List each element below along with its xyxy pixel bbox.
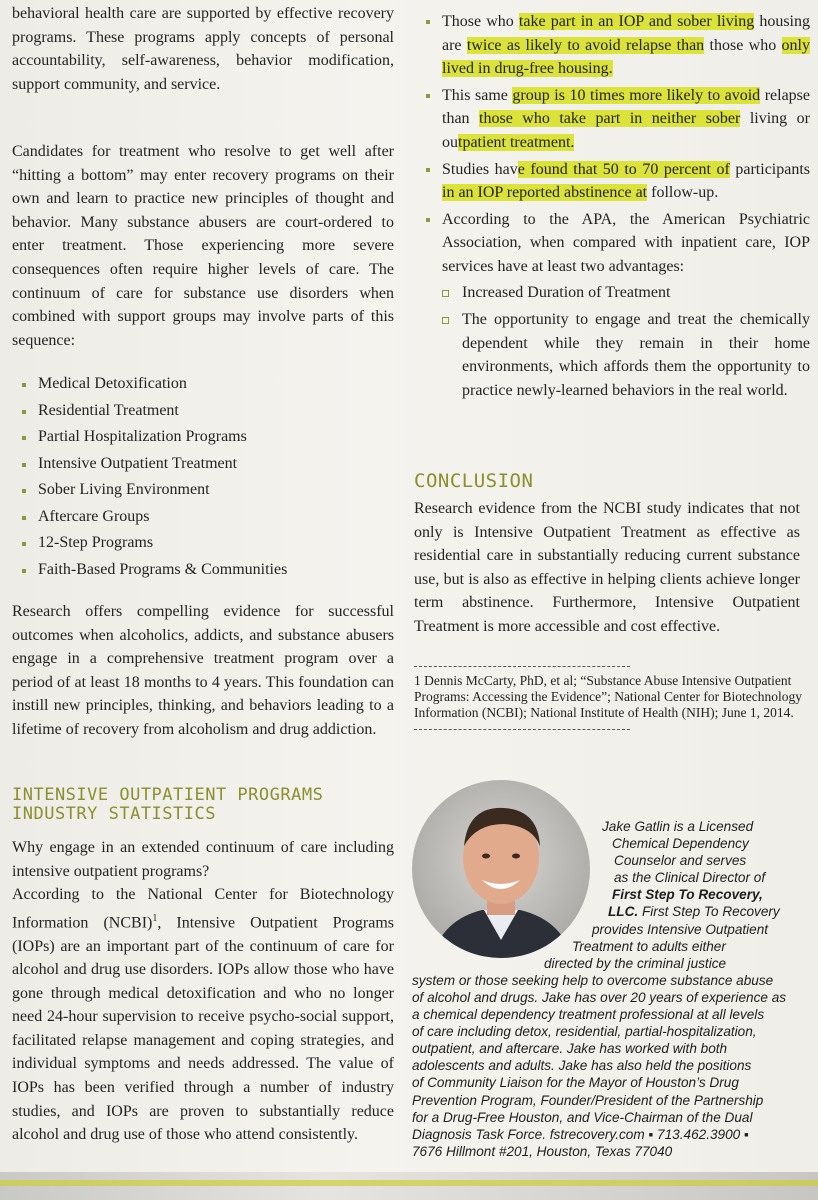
text: those who	[704, 36, 782, 54]
bio-line: Jake Gatlin is a Licensed	[602, 819, 754, 834]
ncbi-text-b: , Intensive Outpatient Programs (IOPs) are an important part of the continuum of care for alcohol and drug use disorders. IOPs allow those who have gone through medical detoxification and who no longer need 24-hour supervision to receive psycho-social support, facilitated relapse management and coping strategies, and individual symptoms and needs addressed. The value of IOPs has been verified through a number of industry studies, and IOPs are proven to substantially reduce alcohol and drug use of those who attend consistently.	[12, 913, 395, 1144]
list-item	[414, 158, 810, 205]
highlight: take part in an IOP and sober living	[518, 13, 755, 30]
care-sequence-list	[12, 371, 394, 583]
page-bottom-edge	[0, 1172, 818, 1200]
list-item: Faith-Based Programs & Communities	[12, 557, 394, 584]
conclusion-paragraph: Research evidence from the NCBI study indicates that not only is Intensive Outpatient Treatment as effective as residential care in substantially reducing current substance use, but is also as effective in helping clients achieve longer term abstinence. Furthermore, Intensive Outpatient Treatment is more accessible and cost effective.	[414, 500, 800, 635]
text: This same	[442, 86, 513, 104]
intro-paragraph: behavioral health care are supported by effective recovery programs. These programs apply concepts of personal accountability, self-awareness, behavior modification, support community, and service.	[12, 5, 394, 93]
iop-heading	[12, 786, 394, 824]
highlight: tpatient treatment.	[458, 133, 575, 151]
ncbi-text-a: According to the National Center for Biotechnology Information (NCBI)	[12, 886, 394, 931]
text: According to the APA, the American Psychiatric Association, when compared with inpatient care, IOP services have at least two advantages:	[442, 210, 810, 275]
bio-line: Treatment to adults either	[572, 938, 726, 954]
text: Studies hav	[442, 160, 518, 178]
advantages-list	[442, 281, 810, 403]
highlight: in an IOP reported abstinence at	[442, 184, 648, 202]
list-item: Partial Hospitalization Programs	[12, 424, 394, 451]
list-item: Residential Treatment	[12, 398, 394, 425]
bio-line: system or those seeking help to overcome substance abuse	[412, 972, 774, 988]
list-item: 12-Step Programs	[12, 530, 394, 557]
bio-line: Diagnosis Task Force. fstrecovery.com ▪ 713.462.3900 ▪	[412, 1126, 749, 1142]
bio-line: of alcohol and drugs. Jake has over 20 years of experience as	[412, 989, 787, 1005]
list-item	[414, 84, 810, 155]
bio-line: outpatient, and aftercare. Jake has worked with both	[412, 1041, 728, 1057]
list-item: Increased Duration of Treatment	[442, 281, 810, 305]
candidates-paragraph: Candidates for treatment who resolve to get well after “hitting a bottom” may enter recovery programs on their own and learn to practice new principles of thought and behavior. Many substance abusers are court-ordered to enter treatment. Those experiencing more severe consequences often require higher levels of care. The continuum of care for substance use disorders when combined with support groups may involve parts of this sequence:	[12, 143, 394, 349]
text: housing are	[442, 13, 811, 54]
footnote-ref: 1	[152, 912, 158, 924]
text: follow-up.	[647, 184, 719, 202]
highlight: group is 10 times more likely to avoid	[512, 86, 761, 104]
highlight: only lived in drug-free housing.	[442, 36, 810, 78]
bio-line: of care including detox, residential, partial-hospitalization,	[412, 1024, 757, 1040]
bio-line: 7676 Hillmont #201, Houston, Texas 77040	[412, 1143, 673, 1159]
bio-line: Chemical Dependency	[612, 836, 749, 852]
conclusion-heading: CONCLUSION	[414, 470, 534, 492]
list-item: Sober Living Environment	[12, 477, 394, 504]
list-item: Medical Detoxification	[12, 371, 394, 398]
bio-line: Counselor and serves	[614, 853, 747, 869]
highlight: twice as likely to avoid relapse than	[466, 36, 705, 54]
ncbi-paragraph	[12, 883, 394, 1147]
bio-line: provides Intensive Outpatient	[592, 921, 769, 937]
bio-company: LLC.	[608, 904, 639, 920]
section-subheading: INDUSTRY STATISTICS	[12, 804, 216, 824]
bio-line: for a Drug-Free Houston, and Vice-Chairman of the Dual	[412, 1109, 753, 1125]
bio-line: First Step To Recovery	[638, 904, 780, 920]
bio-line: First Step To Recovery,	[612, 887, 763, 903]
bio-line: of Community Liaison for the Mayor of Houston’s Drug	[412, 1075, 739, 1091]
text: participants	[729, 160, 811, 178]
divider	[414, 729, 630, 730]
list-item: Aftercare Groups	[12, 504, 394, 531]
why-paragraph: Why engage in an extended continuum of care including intensive outpatient programs?	[12, 839, 394, 880]
bio-line: adolescents and adults. Jake has also held the positions	[412, 1058, 752, 1074]
divider	[414, 666, 630, 667]
statistics-list	[414, 10, 810, 407]
bio-line: directed by the criminal justice	[544, 955, 727, 971]
list-item: Intensive Outpatient Treatment	[12, 451, 394, 478]
list-item	[414, 10, 810, 81]
text: relapse than	[442, 86, 810, 128]
bio-line: Prevention Program, Founder/President of the Partnership	[412, 1092, 764, 1108]
research-paragraph: Research offers compelling evidence for successful outcomes when alcoholics, addicts, and substance abusers engage in a comprehensive treatment program over a period of at least 18 months to 4 years. This foundation can instill new principles, thinking, and behaviors leading to a lifetime of recovery from alcoholism and drug addiction.	[12, 603, 394, 738]
list-item: The opportunity to engage and treat the chemically dependent while they remain in their home environments, which affords them the opportunity to practice newly-learned behaviors in the real world.	[442, 308, 810, 402]
list-item	[414, 208, 810, 403]
accent-stripe	[0, 1180, 818, 1186]
section-heading: INTENSIVE OUTPATIENT PROGRAMS	[12, 785, 324, 805]
highlight: e found that 50 to 70 percent of	[517, 160, 730, 178]
bio-line: as the Clinical Director of	[614, 870, 766, 886]
text: Those who	[442, 13, 519, 30]
footnote: 1 Dennis McCarty, PhD, et al; “Substance Abuse Intensive Outpatient Programs: Accessing the Evidence”; National Center for Biotechnology Information (NCBI); National Institute of Health (NIH); June 1, 2014.	[414, 673, 803, 720]
footnote-block	[414, 660, 810, 736]
highlight: those who take part in neither sober	[479, 110, 741, 128]
author-bio	[412, 818, 810, 1160]
text: living or ou	[442, 110, 811, 151]
bio-line: a chemical dependency treatment professional at all levels	[412, 1007, 765, 1023]
